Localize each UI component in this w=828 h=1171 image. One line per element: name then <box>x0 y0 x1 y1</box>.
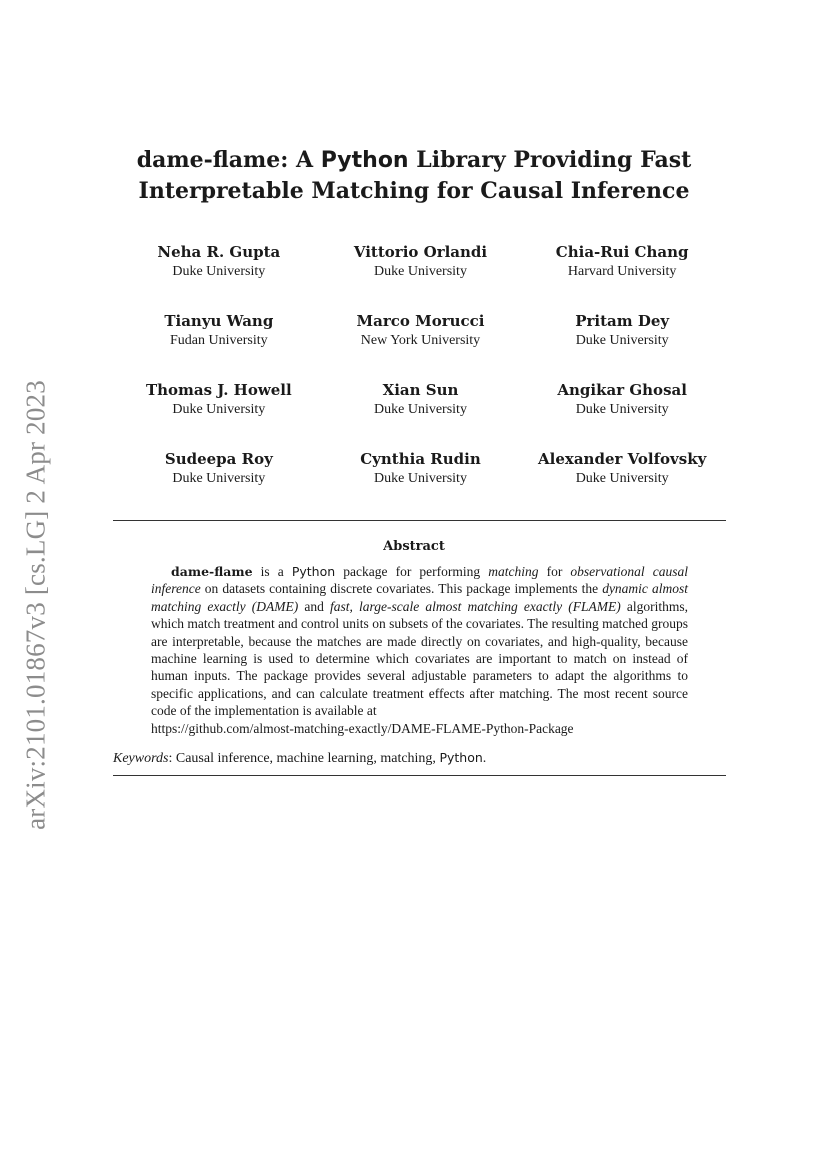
title-part-2: Library Providing Fast <box>408 147 692 173</box>
author-name: Vittorio Orlandi <box>353 243 488 261</box>
author-affiliation: Duke University <box>172 264 266 279</box>
author-affiliation: Duke University <box>575 471 669 486</box>
author-block <box>118 312 320 350</box>
keywords-label: Keywords <box>113 751 169 766</box>
abstract-heading: Abstract <box>383 539 445 554</box>
author-affiliation: Duke University <box>172 402 266 417</box>
author-name: Cynthia Rudin <box>360 450 481 468</box>
author-block <box>521 381 723 419</box>
paper-title <box>0 145 828 206</box>
title-python-word: Python <box>320 148 409 173</box>
keywords-end: . <box>482 751 487 766</box>
abstract-emphasis: observational causal inference <box>151 564 688 597</box>
author-affiliation: Duke University <box>374 402 467 417</box>
author-name: Tianyu Wang <box>164 312 274 330</box>
author-affiliation: Duke University <box>575 402 669 417</box>
title-part-1: dame-flame: A <box>136 147 321 173</box>
abstract-text: for <box>538 564 571 579</box>
author-affiliation: Duke University <box>575 333 669 348</box>
source-code-url[interactable]: https://github.com/almost-matching-exactly/DAME-FLAME-Python-Package <box>151 720 574 736</box>
author-name: Thomas J. Howell <box>145 381 292 399</box>
keywords <box>113 749 726 768</box>
author-affiliation: Duke University <box>172 471 266 486</box>
author-name: Alexander Volfovsky <box>538 450 707 468</box>
abstract-text: package for performing <box>335 564 489 579</box>
abstract-text: on datasets containing discrete covariates. This package implements the <box>200 581 603 597</box>
author-affiliation: Harvard University <box>567 264 677 279</box>
author-block <box>521 312 723 350</box>
python-word: Python <box>291 564 336 579</box>
keywords-python: Python <box>439 750 483 765</box>
author-name: Marco Morucci <box>356 312 485 330</box>
author-name: Neha R. Gupta <box>157 243 281 261</box>
author-block <box>118 450 320 488</box>
author-block <box>320 243 522 281</box>
author-block <box>320 381 522 419</box>
author-block <box>118 243 320 281</box>
abstract-top-rule <box>113 520 726 521</box>
arxiv-identifier: arXiv:2101.01867v3 [cs.LG] 2 Apr 2023 <box>20 380 51 830</box>
author-affiliation: Fudan University <box>170 333 268 348</box>
abstract-emphasis: fast, large-scale almost matching exactly (FLAME) <box>329 598 621 614</box>
package-name: dame-flame <box>171 564 253 579</box>
author-block <box>521 450 723 488</box>
author-affiliation: Duke University <box>374 471 467 486</box>
author-block <box>320 312 522 350</box>
author-name: Angikar Ghosal <box>557 381 687 399</box>
abstract-text: is a <box>252 564 292 579</box>
keywords-bottom-rule <box>113 775 726 776</box>
author-name: Sudeepa Roy <box>164 450 273 468</box>
abstract-emphasis: dynamic almost matching exactly (DAME) <box>151 581 688 614</box>
author-affiliation: Duke University <box>374 264 467 279</box>
author-name: Chia-Rui Chang <box>555 243 689 261</box>
keywords-text: : Causal inference, machine learning, matching, <box>168 751 440 766</box>
author-name: Xian Sun <box>382 381 459 399</box>
abstract-text: algorithms, which match treatment and control units on subsets of the covariates. The resulting matched groups are interpretable, because the matches are made directly on covariates, and high-quality, because machine learning is used to determine which covariates are important to match on instead of human inputs. The package provides several adjustable parameters to adapt the algorithms to specific applications, and can calculate treatment effects after matching. The most recent source code of the implementation is available at <box>151 598 688 719</box>
author-block <box>118 381 320 419</box>
author-name: Pritam Dey <box>575 312 670 330</box>
author-block <box>521 243 723 281</box>
title-line-2: Interpretable Matching for Causal Inference <box>138 178 690 204</box>
author-block <box>320 450 522 488</box>
abstract-text: and <box>298 598 330 614</box>
author-affiliation: New York University <box>360 333 481 348</box>
abstract-emphasis: matching <box>488 564 539 579</box>
author-list <box>118 243 723 488</box>
abstract-body <box>151 563 688 737</box>
